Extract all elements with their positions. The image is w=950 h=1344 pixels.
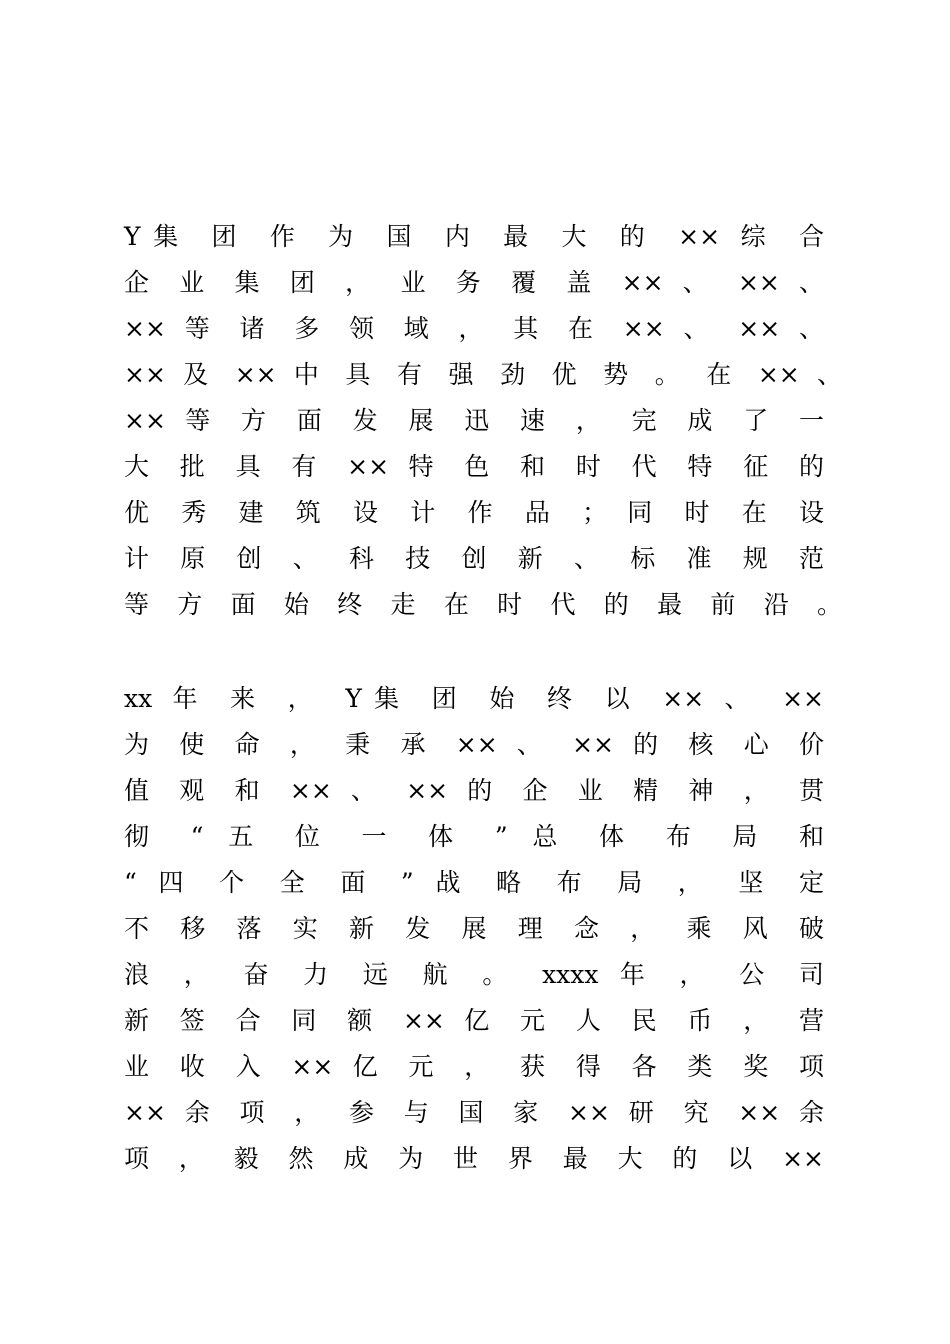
text-line: 优 秀 建 筑 设 计 作 品 ； 同 时 在 设 xyxy=(124,498,824,527)
text-line: 企 业 集 团 ， 业 务 覆 盖 ×× 、 ×× 、 xyxy=(124,268,824,297)
text-line: 浪 ， 奋 力 远 航 。 xxxx 年 ， 公 司 xyxy=(124,960,824,989)
text-line: ×× 等 诸 多 领 域 ， 其 在 ×× 、 ×× 、 xyxy=(124,314,824,343)
text-line: 新 签 合 同 额 ×× 亿 元 人 民 币 ， 营 xyxy=(124,1006,824,1035)
text-line: 等 方 面 始 终 走 在 时 代 的 最 前 沿 。 xyxy=(124,590,842,619)
text-line: 大 批 具 有 ×× 特 色 和 时 代 特 征 的 xyxy=(124,452,824,481)
text-line: 业 收 入 ×× 亿 元 ， 获 得 各 类 奖 项 xyxy=(124,1052,824,1081)
paragraph-company-history xyxy=(124,676,824,1182)
text-line: 为 使 命 ， 秉 承 ×× 、 ×× 的 核 心 价 xyxy=(124,730,824,759)
text-line: 项 ， 毅 然 成 为 世 界 最 大 的 以 ×× xyxy=(124,1144,824,1173)
text-line: 彻 “ 五 位 一 体 ” 总 体 布 局 和 xyxy=(124,822,824,851)
text-line: ×× 及 ×× 中 具 有 强 劲 优 势 。 在 ×× 、 xyxy=(124,360,842,389)
text-line: 不 移 落 实 新 发 展 理 念 ， 乘 风 破 xyxy=(124,914,824,943)
text-line: “ 四 个 全 面 ” 战 略 布 局 ， 坚 定 xyxy=(124,868,824,897)
paragraph-company-overview xyxy=(124,214,842,628)
text-line: 值 观 和 ×× 、 ×× 的 企 业 精 神 ， 贯 xyxy=(124,776,824,805)
text-line: 计 原 创 、 科 技 创 新 、 标 准 规 范 xyxy=(124,544,824,573)
text-line: ×× 等 方 面 发 展 迅 速 ， 完 成 了 一 xyxy=(124,406,824,435)
text-line: ×× 余 项 ， 参 与 国 家 ×× 研 究 ×× 余 xyxy=(124,1098,824,1127)
text-line: xx 年 来 ， Y集 团 始 终 以 ×× 、 ×× xyxy=(124,684,824,713)
text-line: Y集 团 作 为 国 内 最 大 的 ×× 综 合 xyxy=(124,222,824,251)
